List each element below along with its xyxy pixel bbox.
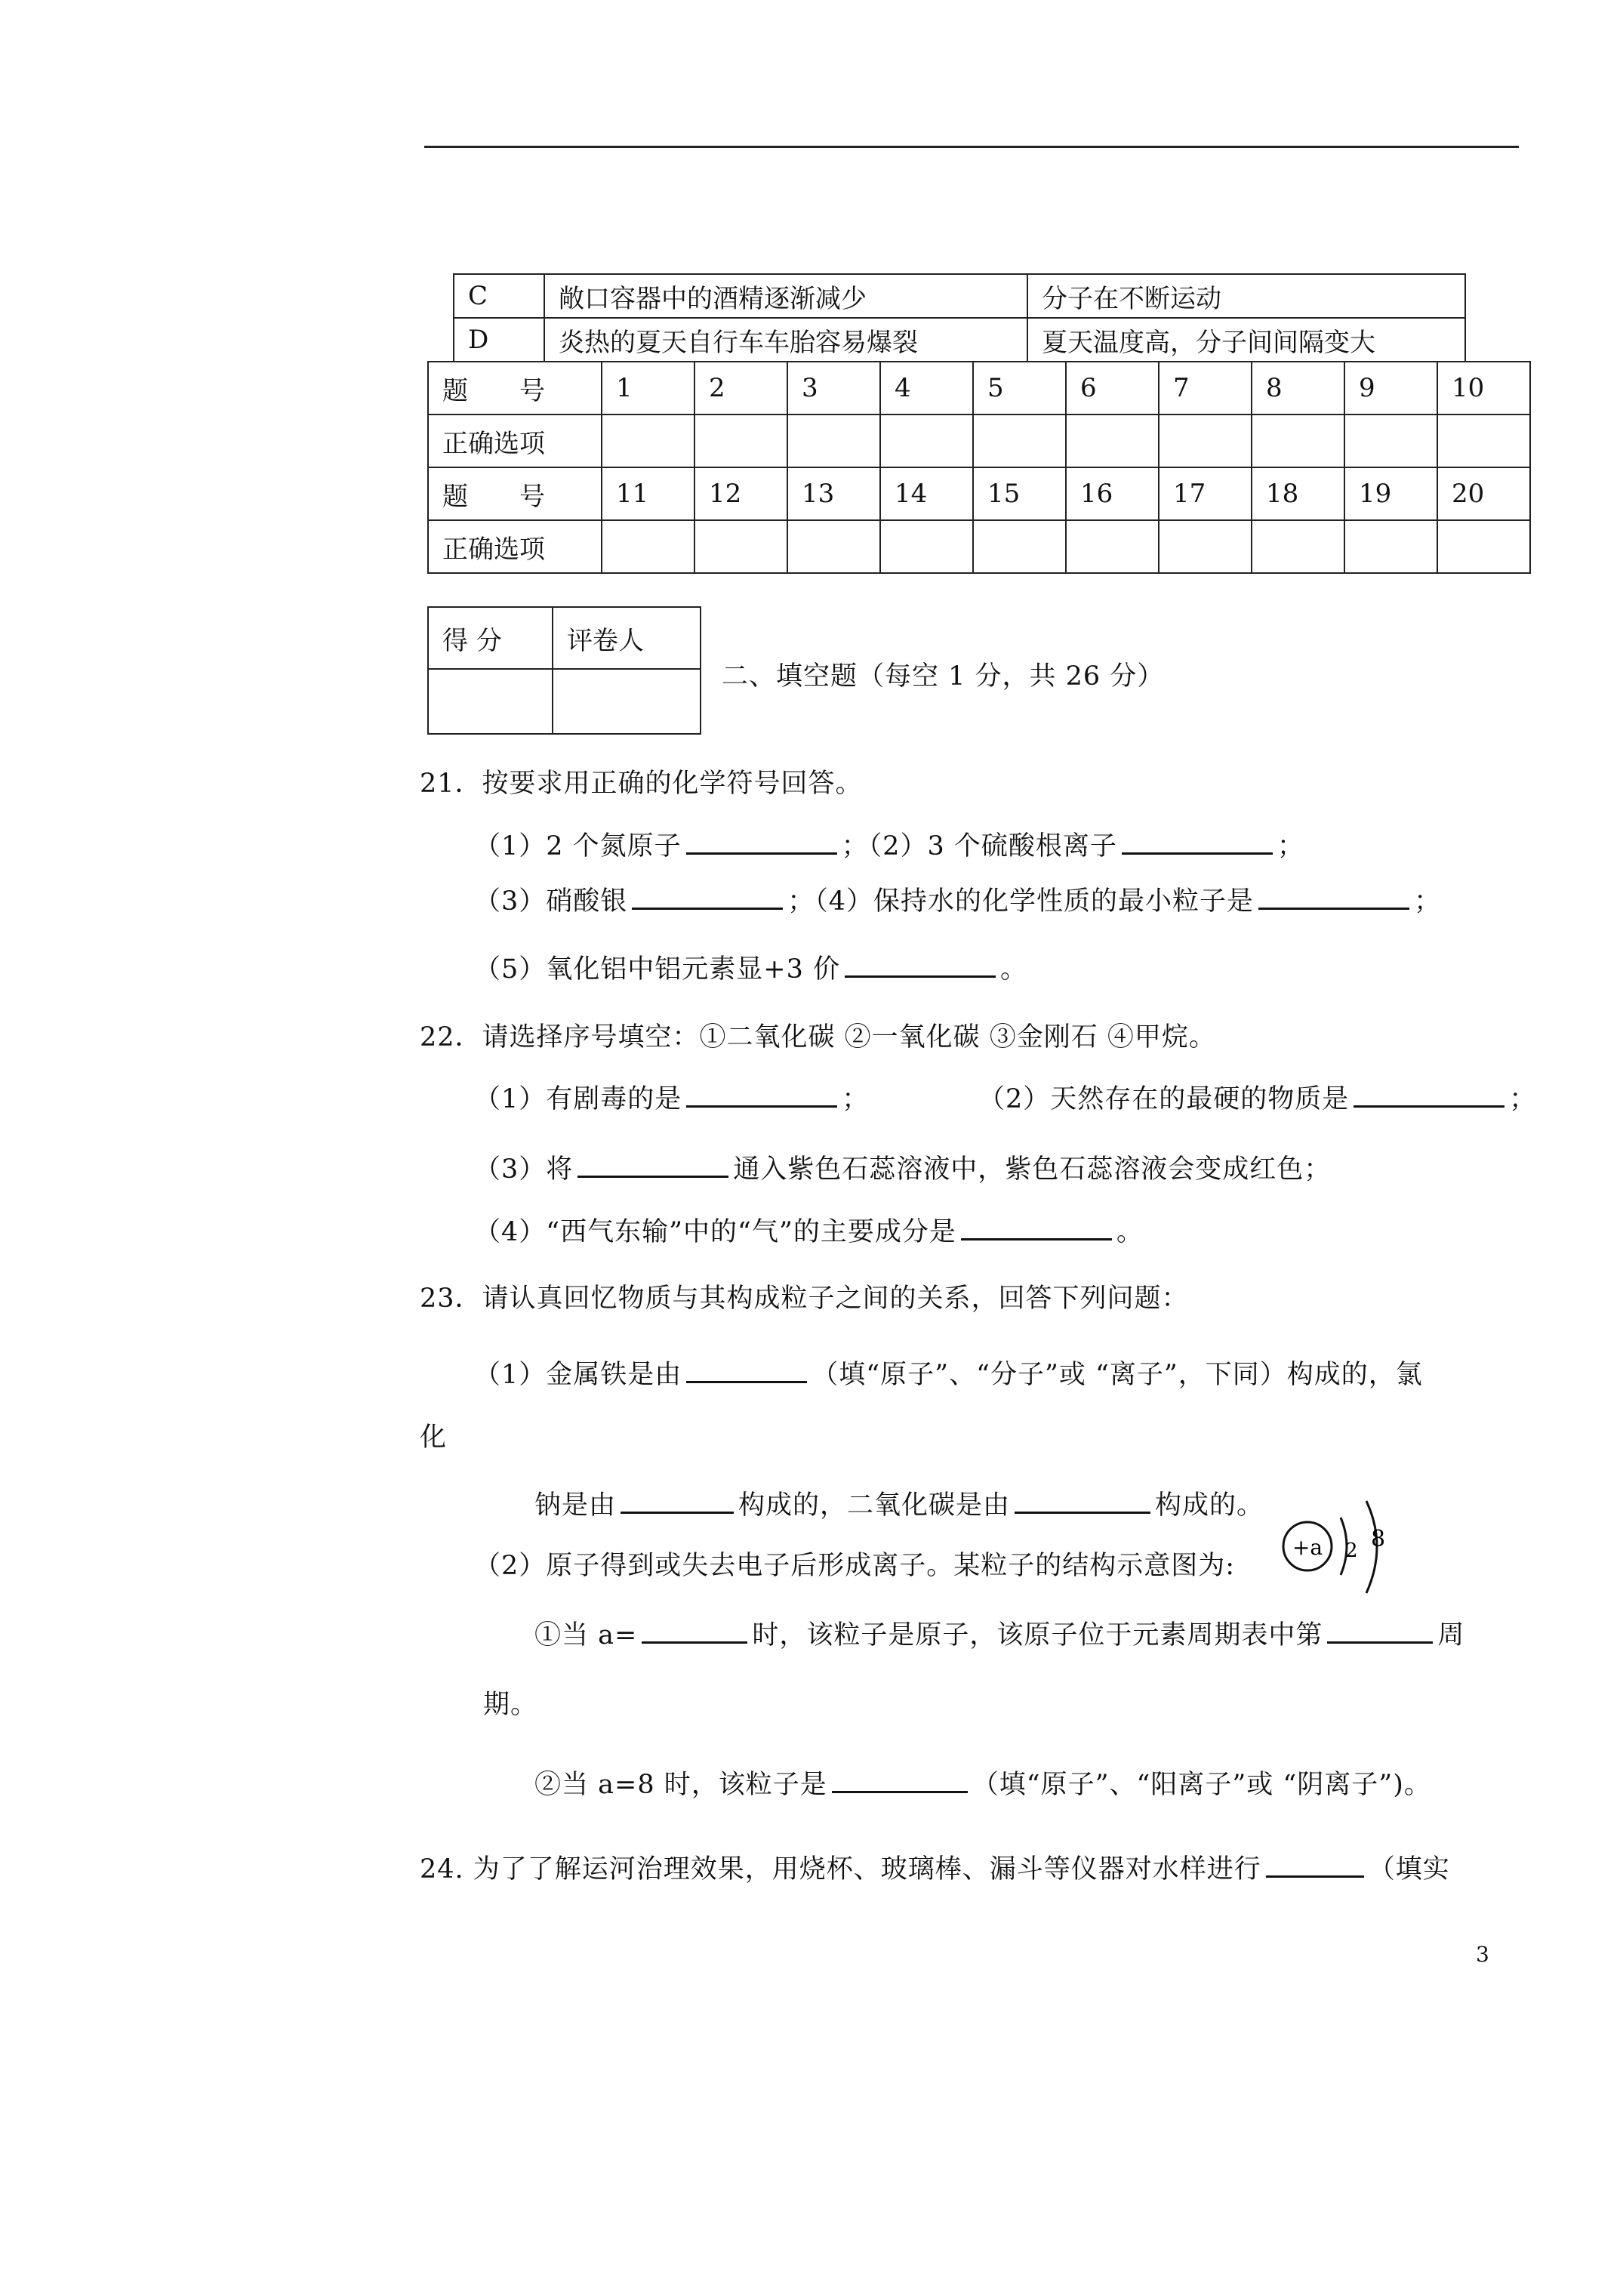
score-label: 得 分 xyxy=(428,607,553,669)
q22-punct: 。 xyxy=(1116,1217,1144,1247)
answer-cell[interactable] xyxy=(787,520,880,573)
answer-cell[interactable] xyxy=(694,520,787,573)
q23-stem: 23．请认真回忆物质与其构成粒子之间的关系，回答下列问题： xyxy=(420,1284,1189,1314)
table-row xyxy=(428,669,701,734)
q24-line xyxy=(420,1848,1450,1886)
q21-part4-text: ；（4）保持水的化学性质的最小粒子是 xyxy=(787,886,1255,917)
table-row xyxy=(454,318,1465,362)
q22-part3-text: （3）将 xyxy=(474,1154,574,1185)
q24-tail: （填实 xyxy=(1368,1854,1450,1885)
q22-stem: 22．请选择序号填空：①二氧化碳 ②一氧化碳 ③金刚石 ④甲烷。 xyxy=(420,1022,1216,1052)
option-letter: C xyxy=(454,274,544,318)
q21-line1 xyxy=(474,825,1304,863)
question-no-cell: 11 xyxy=(602,467,694,520)
question-no-cell: 13 xyxy=(787,467,880,520)
answer-blank[interactable] xyxy=(632,885,783,910)
q22-item1 xyxy=(474,1078,869,1116)
explanation-cell: 夏天温度高，分子间间隔变大 xyxy=(1027,318,1465,362)
shell2-electrons: 8 xyxy=(1371,1526,1386,1552)
q22-punct: ； xyxy=(1509,1084,1537,1114)
question-no-cell: 14 xyxy=(880,467,973,520)
q21-part1-text: （1）2 个氮原子 xyxy=(474,831,682,861)
q22-punct: ； xyxy=(842,1084,870,1114)
table-row xyxy=(428,607,701,669)
q21-part5-text: （5）氧化铝中铝元素显+3 价 xyxy=(474,954,840,985)
answer-blank[interactable] xyxy=(832,1768,968,1793)
q23-sub2-text: ②当 a=8 时，该粒子是 xyxy=(534,1770,827,1800)
question-no-cell: 20 xyxy=(1437,467,1530,520)
question-no-cell: 6 xyxy=(1066,362,1159,415)
answer-cell[interactable] xyxy=(1344,415,1437,467)
option-letter: D xyxy=(454,318,544,362)
q22-part2-text: （2）天然存在的最硬的物质是 xyxy=(978,1084,1350,1114)
answer-cell[interactable] xyxy=(694,415,787,467)
shell1-electrons: 2 xyxy=(1345,1539,1358,1562)
correct-option-label: 正确选项 xyxy=(428,415,602,467)
q23-part3-text: 构成的，二氧化碳是由 xyxy=(738,1490,1011,1521)
answer-blank[interactable] xyxy=(621,1489,734,1514)
answer-blank[interactable] xyxy=(845,953,996,978)
answer-blank[interactable] xyxy=(686,1358,807,1383)
question-no-cell: 2 xyxy=(694,362,787,415)
answer-blank[interactable] xyxy=(686,830,837,855)
q22-item3 xyxy=(474,1148,1331,1186)
q23-item1 xyxy=(474,1354,1423,1391)
question-no-label: 题 号 xyxy=(428,467,602,520)
question-no-cell: 16 xyxy=(1066,467,1159,520)
q24-text: 24. 为了了解运河治理效果，用烧杯、玻璃棒、漏斗等仪器对水样进行 xyxy=(420,1854,1261,1885)
q23-part1-rest: （填“原子”、“分子”或 “离子”，下同）构成的，氯 xyxy=(812,1360,1423,1390)
answer-blank[interactable] xyxy=(961,1216,1112,1240)
q23-sub2-rest: （填“原子”、“阳离子”或 “阴离子”)。 xyxy=(972,1770,1431,1800)
question-no-label: 题 号 xyxy=(428,362,602,415)
answer-cell[interactable] xyxy=(1066,520,1159,573)
question-no-cell: 18 xyxy=(1252,467,1344,520)
answer-cell[interactable] xyxy=(1159,520,1252,573)
q21-part2-text: ；（2）3 个硫酸根离子 xyxy=(841,831,1117,861)
question-no-cell: 7 xyxy=(1159,362,1252,415)
table-row xyxy=(428,520,1530,573)
answer-cell[interactable] xyxy=(973,415,1066,467)
question-no-cell: 4 xyxy=(880,362,973,415)
q21-punct: 。 xyxy=(1000,954,1028,985)
question-no-cell: 17 xyxy=(1159,467,1252,520)
options-table xyxy=(453,273,1466,362)
answer-cell[interactable] xyxy=(1437,520,1530,573)
answer-cell[interactable] xyxy=(1066,415,1159,467)
answer-cell[interactable] xyxy=(880,520,973,573)
answer-blank[interactable] xyxy=(1258,885,1409,910)
atom-structure-diagram xyxy=(1268,1487,1404,1601)
grader-label: 评卷人 xyxy=(553,607,701,669)
q21-part3-text: （3）硝酸银 xyxy=(474,886,628,917)
answer-blank[interactable] xyxy=(1015,1489,1150,1514)
score-box xyxy=(427,606,701,735)
nucleus-charge: +a xyxy=(1292,1535,1323,1560)
answer-cell[interactable] xyxy=(1437,415,1530,467)
section-title: 二、填空题（每空 1 分，共 26 分） xyxy=(722,661,1165,692)
answer-table xyxy=(427,361,1531,574)
score-input-cell[interactable] xyxy=(428,669,553,734)
answer-blank[interactable] xyxy=(577,1153,728,1178)
question-no-cell: 12 xyxy=(694,467,787,520)
table-row xyxy=(428,415,1530,467)
q22-item2 xyxy=(978,1078,1536,1116)
q23-part2-text: 钠是由 xyxy=(534,1490,617,1521)
q23-wrap-char: 化 xyxy=(420,1422,448,1453)
question-no-cell: 15 xyxy=(973,467,1066,520)
q22-part4-text: （4）“西气东输”中的“气”的主要成分是 xyxy=(474,1217,956,1247)
answer-blank[interactable] xyxy=(1122,830,1273,855)
answer-blank[interactable] xyxy=(1327,1619,1433,1644)
answer-blank[interactable] xyxy=(1266,1853,1364,1878)
answer-cell[interactable] xyxy=(602,415,694,467)
answer-cell[interactable] xyxy=(973,520,1066,573)
question-no-cell: 8 xyxy=(1252,362,1344,415)
grader-input-cell[interactable] xyxy=(553,669,701,734)
answer-blank[interactable] xyxy=(642,1619,747,1644)
answer-cell[interactable] xyxy=(1159,415,1252,467)
q22-item4 xyxy=(474,1211,1144,1249)
question-no-cell: 3 xyxy=(787,362,880,415)
answer-cell[interactable] xyxy=(1344,520,1437,573)
question-no-cell: 19 xyxy=(1344,467,1437,520)
q23-part1-text: （1）金属铁是由 xyxy=(474,1360,682,1390)
table-row xyxy=(454,274,1465,318)
q23-sub2 xyxy=(534,1764,1431,1801)
correct-option-label: 正确选项 xyxy=(428,520,602,573)
table-row xyxy=(428,467,1530,520)
phenomenon-cell: 敞口容器中的酒精逐渐减少 xyxy=(544,274,1027,318)
answer-blank[interactable] xyxy=(1354,1083,1504,1108)
q21-line2 xyxy=(474,880,1441,918)
header-rule xyxy=(424,146,1519,148)
question-no-cell: 10 xyxy=(1437,362,1530,415)
q21-punct: ； xyxy=(1277,831,1304,861)
phenomenon-cell: 炎热的夏天自行车车胎容易爆裂 xyxy=(544,318,1027,362)
q23-part4-text: 构成的。 xyxy=(1155,1490,1264,1521)
q23-sub1-tail: 周 xyxy=(1437,1620,1465,1650)
explanation-cell: 分子在不断运动 xyxy=(1027,274,1465,318)
answer-blank[interactable] xyxy=(686,1083,837,1108)
question-no-cell: 9 xyxy=(1344,362,1437,415)
answer-cell[interactable] xyxy=(1252,520,1344,573)
q23-item2: （2）原子得到或失去电子后形成离子。某粒子的结构示意图为: xyxy=(474,1551,1236,1581)
answer-cell[interactable] xyxy=(880,415,973,467)
q23-sub1 xyxy=(534,1614,1464,1652)
q21-stem: 21．按要求用正确的化学符号回答。 xyxy=(420,769,863,799)
table-row xyxy=(428,362,1530,415)
q23-sub1-text: ①当 a= xyxy=(534,1620,638,1650)
answer-cell[interactable] xyxy=(602,520,694,573)
q23-sub1-wrap: 期。 xyxy=(483,1690,538,1720)
q22-part1-text: （1）有剧毒的是 xyxy=(474,1084,682,1114)
answer-cell[interactable] xyxy=(1252,415,1344,467)
q21-line3 xyxy=(474,948,1027,986)
question-no-cell: 1 xyxy=(602,362,694,415)
q23-sub1-rest: 时，该粒子是原子，该原子位于元素周期表中第 xyxy=(752,1620,1323,1650)
page-number: 3 xyxy=(1476,1942,1489,1967)
q23-item1-cont xyxy=(534,1484,1264,1522)
question-no-cell: 5 xyxy=(973,362,1066,415)
q21-punct: ； xyxy=(1414,886,1442,917)
q22-part3-rest: 通入紫色石蕊溶液中，紫色石蕊溶液会变成红色； xyxy=(733,1154,1332,1185)
answer-cell[interactable] xyxy=(787,415,880,467)
